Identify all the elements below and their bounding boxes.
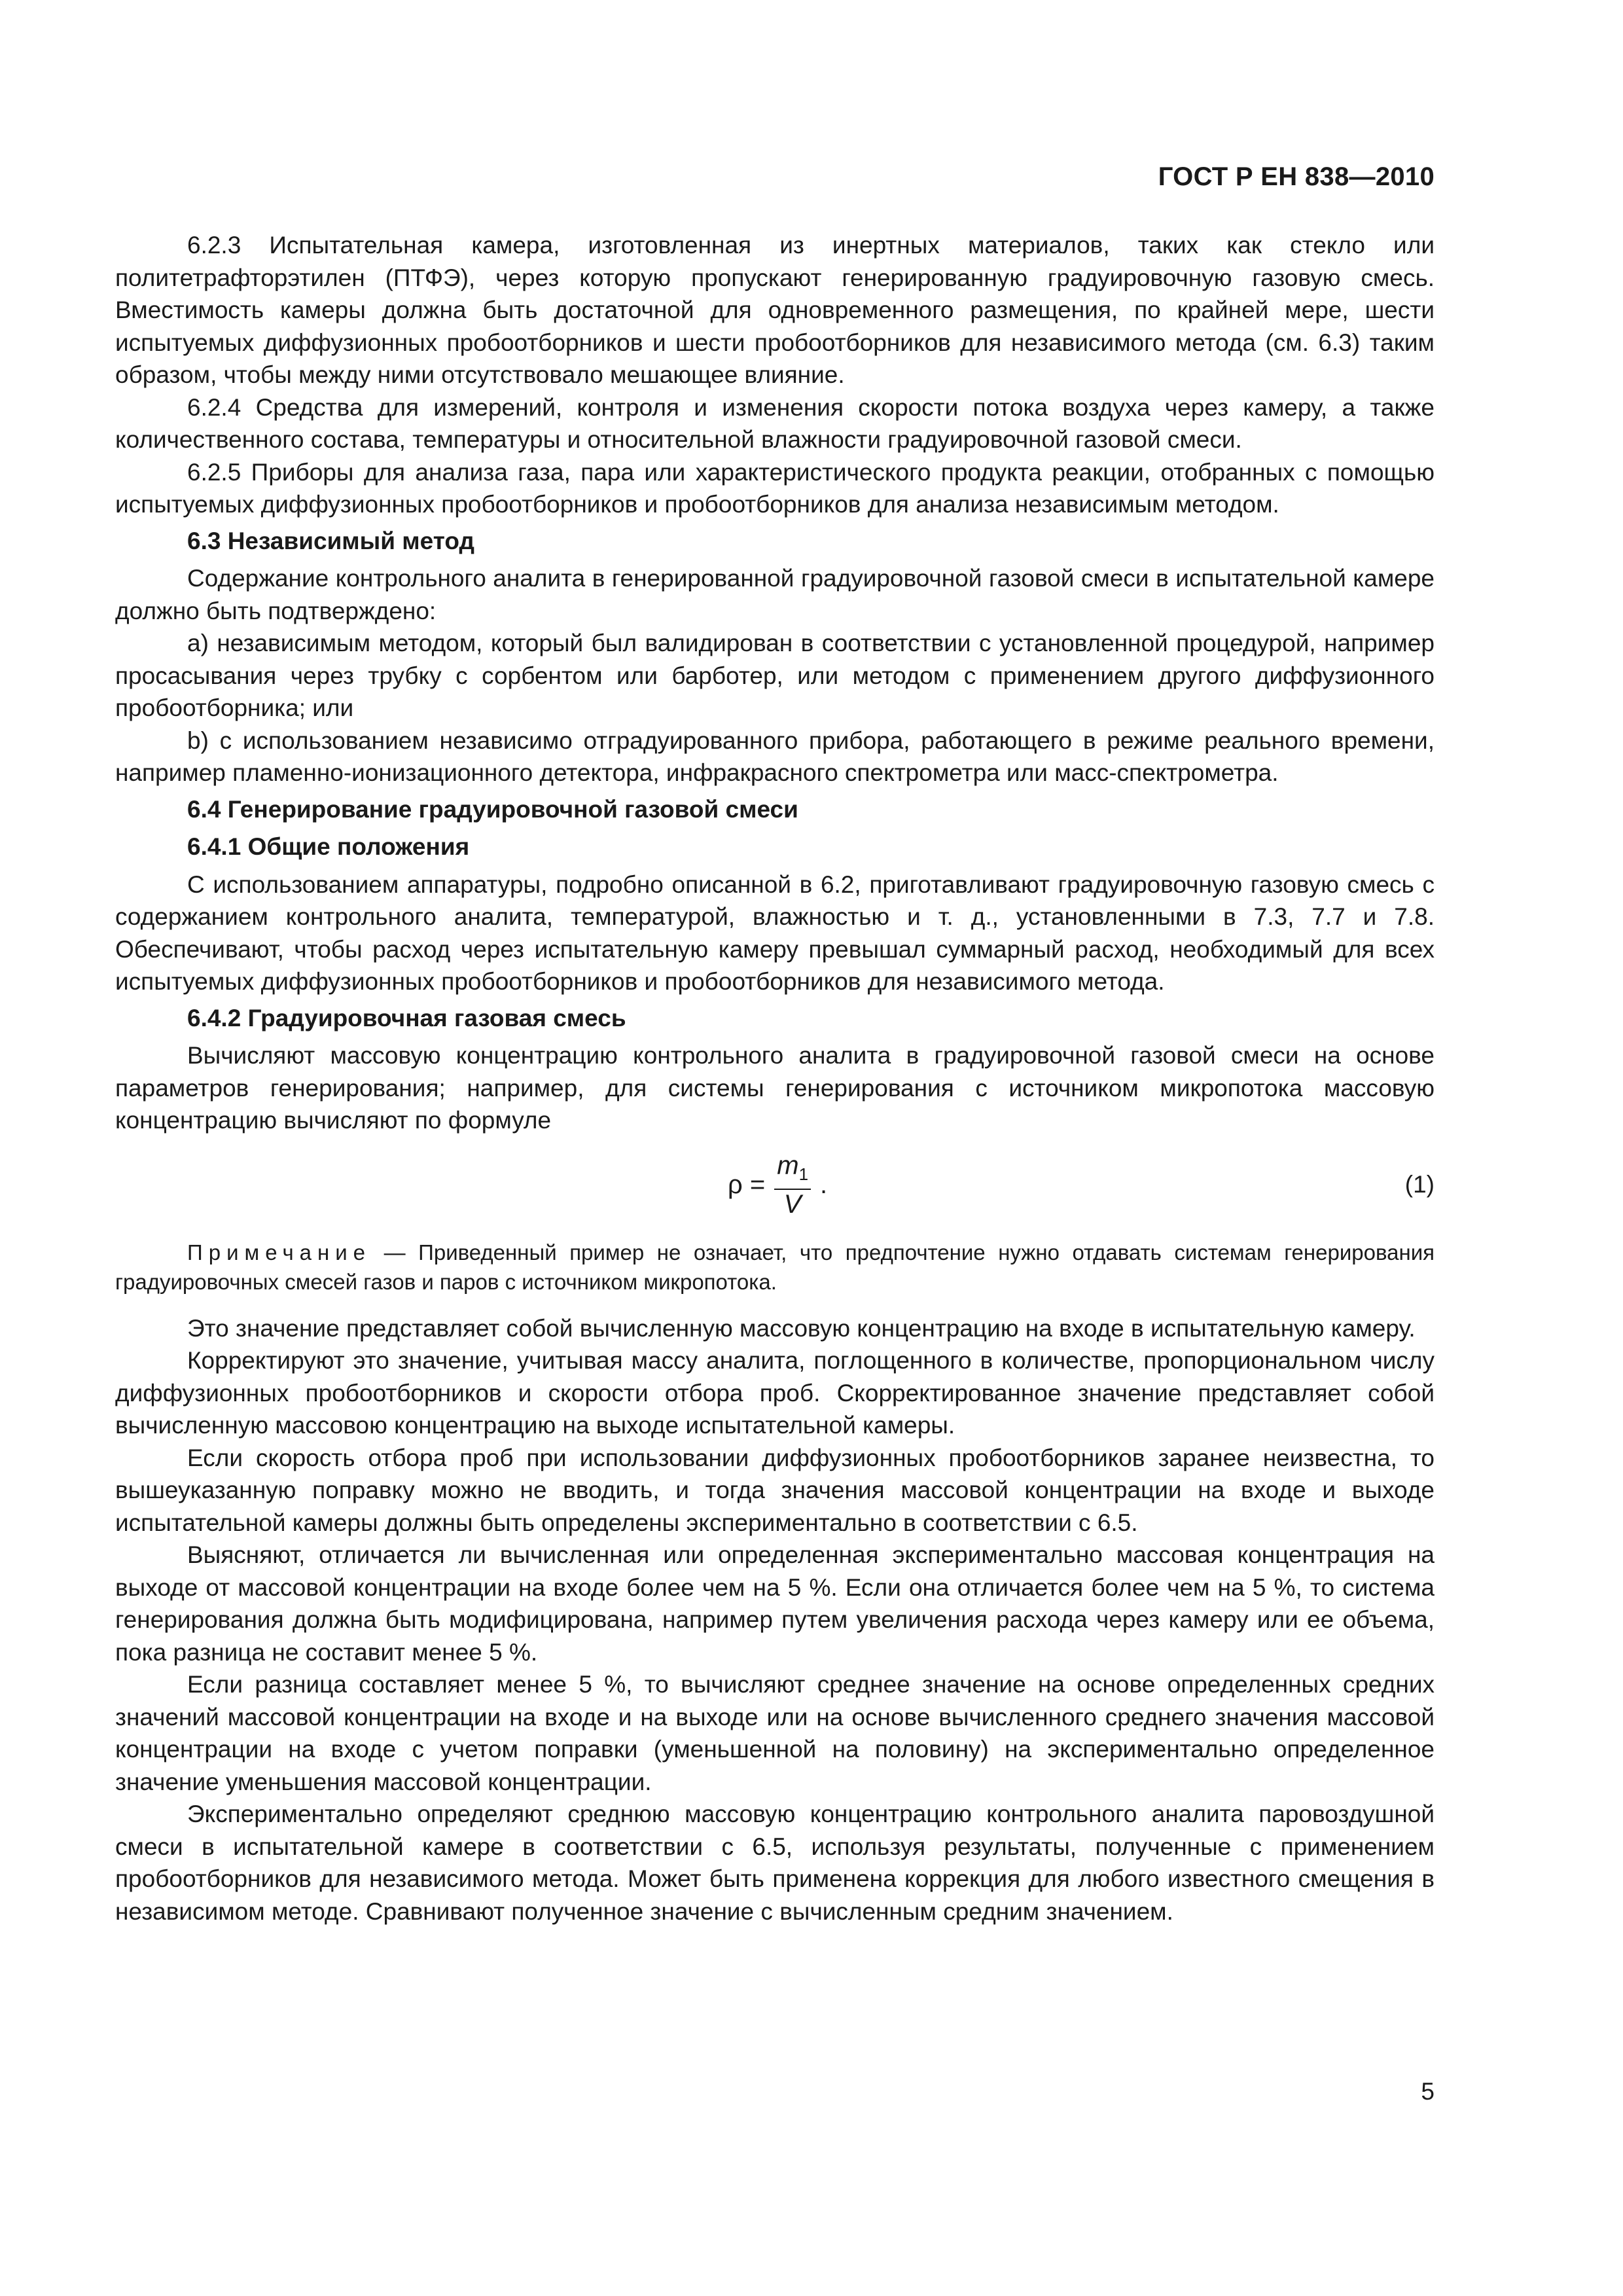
section-heading-6-3: 6.3 Независимый метод: [187, 527, 474, 554]
formula-1: [115, 1145, 1435, 1223]
paragraph-after-4: Выясняют, отличается ли вычисленная или определенная экспериментально массовая концентрация на выходе от массовой концентрации на входе более чем на 5 %. Если она отличается более чем на 5 %, то система генерирования должна быть модифицирована, например путем увеличения расхода через камеру или ее объема, пока разница не составит менее 5 %.: [115, 1541, 1435, 1666]
page-number: 5: [1421, 2078, 1435, 2105]
section-heading-6-4: 6.4 Генерирование градуировочной газовой смеси: [187, 795, 798, 823]
note-text: — Приведенный пример не означает, что предпочтение нужно отдавать системам генерирования градуировочных смесей газов и паров с источником микропотока.: [115, 1240, 1435, 1294]
paragraph-6-3-intro: Содержание контрольного аналита в генерированной градуировочной газовой смеси в испытательной камере должно быть подтверждено:: [115, 565, 1435, 624]
paragraph-after-3: Если скорость отбора проб при использовании диффузионных пробоотборников заранее неизвестна, то вышеуказанную поправку можно не вводить, и тогда значения массовой концентрации на входе и выходе испытательной камеры должны быть определены экспериментально в соответствии с 6.5.: [115, 1444, 1435, 1536]
subsection-heading-6-4-2: 6.4.2 Градуировочная газовая смесь: [187, 1004, 626, 1031]
formula-denominator: V: [783, 1189, 802, 1219]
formula-fraction: [774, 1151, 811, 1219]
note-label: Примечание: [187, 1240, 372, 1265]
formula-expression: [728, 1151, 827, 1219]
paragraph-after-6: Экспериментально определяют среднюю массовую концентрацию контрольного аналита паровоздушной смеси в испытательной камере в соответствии с 6.5, используя результаты, полученные с применением пробоотборников для независимого метода. Может быть применена коррекция для любого известного смещения в независимом методе. Сравнивают полученное значение с вычисленным средним значением.: [115, 1801, 1435, 1925]
formula-number: (1): [1404, 1170, 1435, 1198]
formula-numerator-subscript: 1: [798, 1164, 809, 1184]
paragraph-6-4-2: Вычисляют массовую концентрацию контрольного аналита в градуировочной газовой смеси на основе параметров генерирования; например, для системы генерирования с источником микропотока массовую концентрацию вычисляют по формуле: [115, 1042, 1435, 1134]
paragraph-after-2: Корректируют это значение, учитывая массу аналита, поглощенного в количестве, пропорциональном числу диффузионных пробоотборников и скорости отбора проб. Скорректированное значение представляет собой вычисленную массовою концентрацию на выходе испытательной камеры.: [115, 1347, 1435, 1439]
formula-numerator: $m_1$: [774, 1151, 811, 1190]
document-body: [115, 229, 1435, 1928]
paragraph-after-5: Если разница составляет менее 5 %, то вычисляют среднее значение на основе определенных средних значений массовой концентрации на входе и на выходе или на основе вычисленного среднего значения массовой концентрации на входе с учетом поправки (уменьшенной на половину) на экспериментально определенное значение уменьшения массовой концентрации.: [115, 1671, 1435, 1795]
note: [115, 1238, 1435, 1297]
paragraph-6-2-5: 6.2.5 Приборы для анализа газа, пара или характеристического продукта реакции, отобранных с помощью испытуемых диффузионных пробоотборников и пробоотборников для анализа независимым методом.: [115, 458, 1435, 518]
paragraph-6-2-3: 6.2.3 Испытательная камера, изготовленная из инертных материалов, таких как стекло или политетрафторэтилен (ПТФЭ), через которую пропускают генерированную градуировочную газовую смесь. Вместимость камеры должна быть достаточной для одновременного размещения, по крайней мере, шести испытуемых диффузионных пробоотборников и шести пробоотборников для независимого метода (см. 6.3) таким образом, чтобы между ними отсутствовало мешающее влияние.: [115, 232, 1435, 388]
paragraph-after-1: Это значение представляет собой вычисленную массовую концентрацию на входе в испытательную камеру.: [187, 1314, 1416, 1342]
subsection-heading-6-4-1: 6.4.1 Общие положения: [187, 833, 470, 860]
list-item-b: b) с использованием независимо отградуированного прибора, работающего в режиме реального времени, например пламенно-ионизационного детектора, инфракрасного спектрометра или масс-спектрометра.: [115, 726, 1435, 786]
list-item-a: а) независимым методом, который был валидирован в соответствии с установленной процедурой, например просасывания через трубку с сорбентом или барботер, или методом с применением другого диффузионного пробоотборника; или: [115, 630, 1435, 721]
paragraph-6-4-1: С использованием аппаратуры, подробно описанной в 6.2, приготавливают градуировочную газовую смесь с содержанием контрольного аналита, температурой, влажностью и т. д., установленными в 7.3, 7.7 и 7.8. Обеспечивают, чтобы расход через испытательную камеру превышал суммарный расход, необходимый для всех испытуемых диффузионных пробоотборников и пробоотборников для независимого метода.: [115, 870, 1435, 995]
paragraph-6-2-4: 6.2.4 Средства для измерений, контроля и изменения скорости потока воздуха через камеру, а также количественного состава, температуры и относительной влажности градуировочной газовой смеси.: [115, 393, 1435, 453]
document-designation: ГОСТ Р ЕН 838—2010: [1158, 162, 1435, 191]
formula-lhs: ρ =: [728, 1170, 766, 1199]
formula-trailing: .: [820, 1170, 828, 1199]
